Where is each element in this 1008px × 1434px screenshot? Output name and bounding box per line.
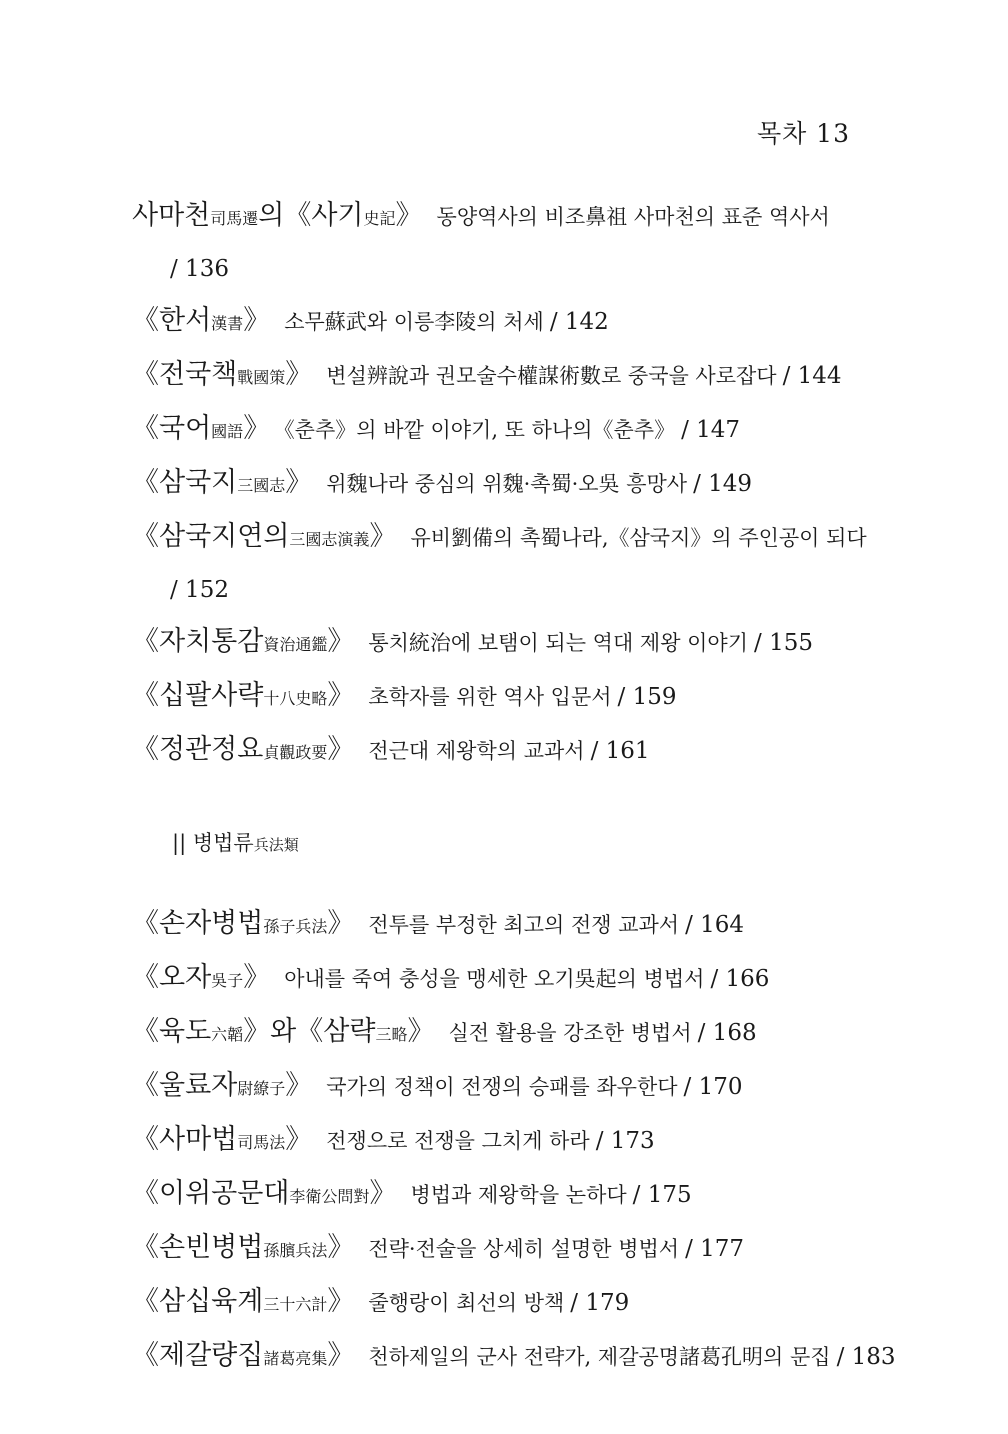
entry-description: 소무蘇武와 이릉李陵의 처세 — [284, 310, 544, 334]
entry-page: / 170 — [683, 1074, 743, 1100]
entry-hanja-part: 史記 — [363, 209, 396, 228]
toc-entry — [132, 1114, 862, 1168]
entry-hanja: 貞觀政要 — [263, 743, 328, 762]
entry-hanja: 諸葛亮集 — [263, 1349, 328, 1368]
entry-page: / 183 — [836, 1344, 896, 1370]
toc-entry — [132, 724, 862, 778]
entry-title-part: 》 — [327, 680, 355, 711]
entry-title-part: 》 — [327, 1340, 355, 1371]
entry-description: 병법과 제왕학을 논하다 — [410, 1183, 627, 1207]
entry-title-part: 》 — [285, 359, 313, 390]
entry-title: 《사마법 — [132, 1124, 238, 1155]
entry-title-part: 》 — [327, 1286, 355, 1317]
entry-hanja: 司馬法 — [237, 1133, 286, 1152]
entry-page: / 177 — [685, 1236, 745, 1262]
entry-title-part: 》 — [327, 626, 355, 657]
toc-entry — [132, 1276, 862, 1330]
entry-page: / 179 — [570, 1290, 630, 1316]
entry-title: 《자치통감 — [132, 626, 264, 657]
entry-page: / 144 — [782, 363, 842, 389]
entry-title: 《국어 — [132, 413, 212, 444]
entry-title-part: 》 — [327, 908, 355, 939]
toc-entry — [132, 511, 867, 565]
page-header: 목차 13 — [756, 119, 850, 148]
entry-title: 《오자 — [132, 962, 212, 993]
entry-title: 《한서 — [132, 305, 212, 336]
toc-entry — [132, 1330, 896, 1384]
entry-hanja: 六韜 — [211, 1025, 244, 1044]
entry-title-part: 》 — [285, 1124, 313, 1155]
toc-entry — [132, 403, 862, 457]
entry-hanja: 十八史略 — [263, 689, 328, 708]
entry-page: / 173 — [595, 1128, 655, 1154]
entry-page: / 155 — [754, 630, 813, 656]
entry-title: 《전국책 — [132, 359, 238, 390]
entry-page: / 149 — [693, 471, 753, 497]
entry-page: / 168 — [697, 1020, 757, 1046]
entry-title-part: 》 — [327, 734, 355, 765]
entry-title: 사마천 — [132, 200, 211, 231]
entry-hanja: 尉繚子 — [237, 1079, 286, 1098]
entry-title: 《제갈량집 — [132, 1340, 264, 1371]
toc-entry — [132, 1222, 862, 1276]
entry-page: / 175 — [632, 1182, 692, 1208]
entry-description: 초학자를 위한 역사 입문서 — [368, 685, 612, 709]
toc-entry — [132, 1006, 862, 1060]
entry-page: / 147 — [681, 417, 741, 443]
entry-page: / 136 — [170, 256, 229, 282]
toc-entry — [132, 952, 862, 1006]
entry-page: / 166 — [710, 966, 770, 992]
entry-hanja: 司馬遷 — [210, 209, 259, 228]
section-heading — [132, 822, 862, 866]
entry-title-end: 》 — [407, 1016, 435, 1047]
section-marker: || — [172, 831, 187, 855]
entry-hanja: 孫臏兵法 — [263, 1241, 328, 1260]
toc-entry — [132, 295, 862, 349]
toc-entry — [132, 670, 862, 724]
entry-title-part: 》 — [369, 1178, 397, 1209]
entry-title: 《삼국지연의 — [132, 521, 290, 552]
entry-description: 《춘추》의 바깥 이야기, 또 하나의《춘추》 — [284, 418, 676, 442]
entry-title: 《육도 — [132, 1016, 212, 1047]
entry-title-part: 의《사기 — [258, 200, 364, 231]
entry-description: 통치統治에 보탬이 되는 역대 제왕 이야기 — [368, 631, 749, 655]
entry-title-part: 》 — [243, 305, 271, 336]
table-of-contents — [132, 190, 896, 1384]
entry-description: 위魏나라 중심의 위魏·촉蜀·오吳 흥망사 — [326, 472, 688, 496]
entry-hanja: 國語 — [211, 422, 244, 441]
entry-description: 국가의 정책이 전쟁의 승패를 좌우한다 — [326, 1075, 678, 1099]
entry-title: 《손빈병법 — [132, 1232, 264, 1263]
entry-hanja: 戰國策 — [237, 368, 286, 387]
entry-title: 《삼국지 — [132, 467, 238, 498]
entry-title-part: 》 — [243, 962, 271, 993]
entry-hanja: 三國志 — [237, 476, 286, 495]
toc-entry — [132, 349, 862, 403]
entry-hanja: 資治通鑑 — [263, 635, 328, 654]
entry-title: 《이위공문대 — [132, 1178, 290, 1209]
entry-title: 《손자병법 — [132, 908, 264, 939]
entry-description: 변설辨說과 권모술수權謀術數로 중국을 사로잡다 — [326, 364, 777, 388]
entry-description: 전략·전술을 상세히 설명한 병법서 — [368, 1237, 680, 1261]
entry-hanja: 漢書 — [211, 314, 244, 333]
entry-title-part: 》와《삼략 — [243, 1016, 376, 1047]
entry-title-part: 》 — [327, 1232, 355, 1263]
entry-description: 전쟁으로 전쟁을 그치게 하라 — [326, 1129, 590, 1153]
entry-description: 유비劉備의 촉蜀나라,《삼국지》의 주인공이 되다 — [410, 526, 867, 550]
entry-title-end: 》 — [395, 200, 423, 231]
entry-title: 《정관정요 — [132, 734, 264, 765]
toc-entry — [132, 457, 862, 511]
entry-page: / 159 — [617, 684, 677, 710]
toc-entry — [132, 1060, 862, 1114]
entry-description: 천하제일의 군사 전략가, 제갈공명諸葛孔明의 문집 — [368, 1345, 831, 1369]
entry-description: 전투를 부정한 최고의 전쟁 교과서 — [368, 913, 680, 937]
entry-title-part: 》 — [369, 521, 397, 552]
entry-hanja: 孫子兵法 — [263, 917, 328, 936]
entry-hanja: 吳子 — [211, 971, 244, 990]
entry-page: / 142 — [549, 309, 609, 335]
entry-title-part: 》 — [285, 1070, 313, 1101]
entry-description: 실전 활용을 강조한 병법서 — [448, 1021, 692, 1045]
entry-hanja: 三十六計 — [263, 1295, 328, 1314]
entry-title-part: 》 — [285, 467, 313, 498]
entry-description: 동양역사의 비조鼻祖 사마천의 표준 역사서 — [436, 205, 830, 229]
entry-page: / 164 — [685, 912, 745, 938]
section-hanja: 兵法類 — [253, 836, 299, 854]
entry-hanja: 三國志演義 — [289, 530, 370, 549]
toc-entry — [132, 898, 862, 952]
entry-title-part: 》 — [243, 413, 271, 444]
entry-page: / 152 — [170, 577, 229, 603]
entry-page: / 161 — [590, 738, 650, 764]
entry-description: 아내를 죽여 충성을 맹세한 오기吳起의 병법서 — [284, 967, 705, 991]
toc-entry — [132, 616, 862, 670]
entry-description: 전근대 제왕학의 교과서 — [368, 739, 585, 763]
toc-entry — [132, 190, 862, 244]
entry-description: 줄행랑이 최선의 방책 — [368, 1291, 565, 1315]
entry-title: 《십팔사략 — [132, 680, 264, 711]
entry-hanja-part: 三略 — [375, 1025, 408, 1044]
entry-title: 《삼십육계 — [132, 1286, 264, 1317]
section-title: 병법류 — [192, 831, 254, 855]
entry-hanja: 李衛公問對 — [289, 1187, 370, 1206]
entry-title: 《울료자 — [132, 1070, 238, 1101]
toc-entry — [132, 1168, 862, 1222]
